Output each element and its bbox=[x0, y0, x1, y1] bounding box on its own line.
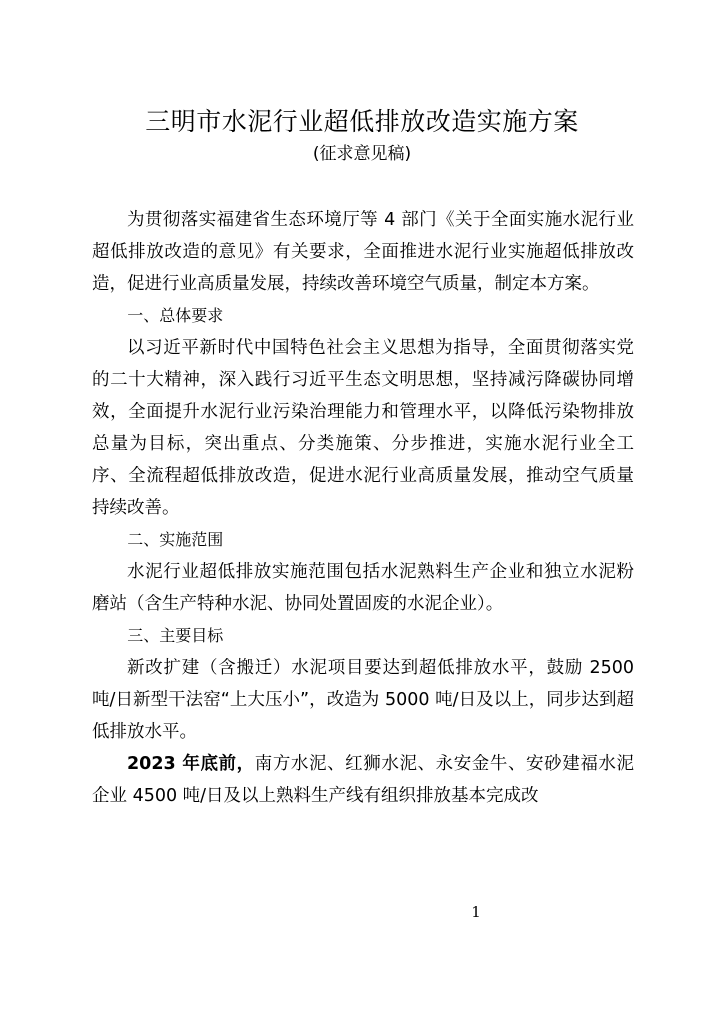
goal-2023-deadline: 2023 年底前， bbox=[127, 754, 255, 774]
intro-paragraph: 为贯彻落实福建省生态环境厅等 4 部门《关于全面实施水泥行业超低排放改造的意见》有关要求，全面推进水泥行业实施超低排放改造，促进行业高质量发展，持续改善环境空气质量，制定本方案。 bbox=[92, 210, 634, 294]
goal-2023-paragraph bbox=[92, 748, 634, 812]
section-heading-main-goals: 三、主要目标 bbox=[127, 626, 224, 645]
scope-paragraph: 水泥行业超低排放实施范围包括水泥熟料生产企业和独立水泥粉磨站（含生产特种水泥、协同处置固废的水泥企业）。 bbox=[92, 562, 634, 614]
section-heading-scope: 二、实施范围 bbox=[127, 530, 224, 549]
document-subtitle: (征求意见稿) bbox=[312, 144, 412, 164]
page-number: 1 bbox=[471, 903, 481, 921]
main-goals-paragraph: 新改扩建（含搬迁）水泥项目要达到超低排放水平，鼓励 2500 吨/日新型干法窑“上大压小”，改造为 5000 吨/日及以上，同步达到超低排放水平。 bbox=[92, 658, 634, 742]
section-heading-general-requirements: 一、总体要求 bbox=[127, 306, 224, 325]
document-title: 三明市水泥行业超低排放改造实施方案 bbox=[145, 107, 579, 136]
goal-2023-text: 南方水泥、红狮水泥、永安金牛、安砂建福水泥企业 4500 吨/日及以上熟料生产线有组织排放基本完成改 bbox=[92, 754, 634, 806]
general-requirements-paragraph: 以习近平新时代中国特色社会主义思想为指导，全面贯彻落实党的二十大精神，深入践行习近平生态文明思想，坚持减污降碳协同增效，全面提升水泥行业污染治理能力和管理水平，以降低污染物排放总量为目标，突出重点、分类施策、分步推进，实施水泥行业全工序、全流程超低排放改造，促进水泥行业高质量发展，推动空气质量持续改善。 bbox=[92, 338, 634, 518]
document-body bbox=[92, 204, 634, 812]
